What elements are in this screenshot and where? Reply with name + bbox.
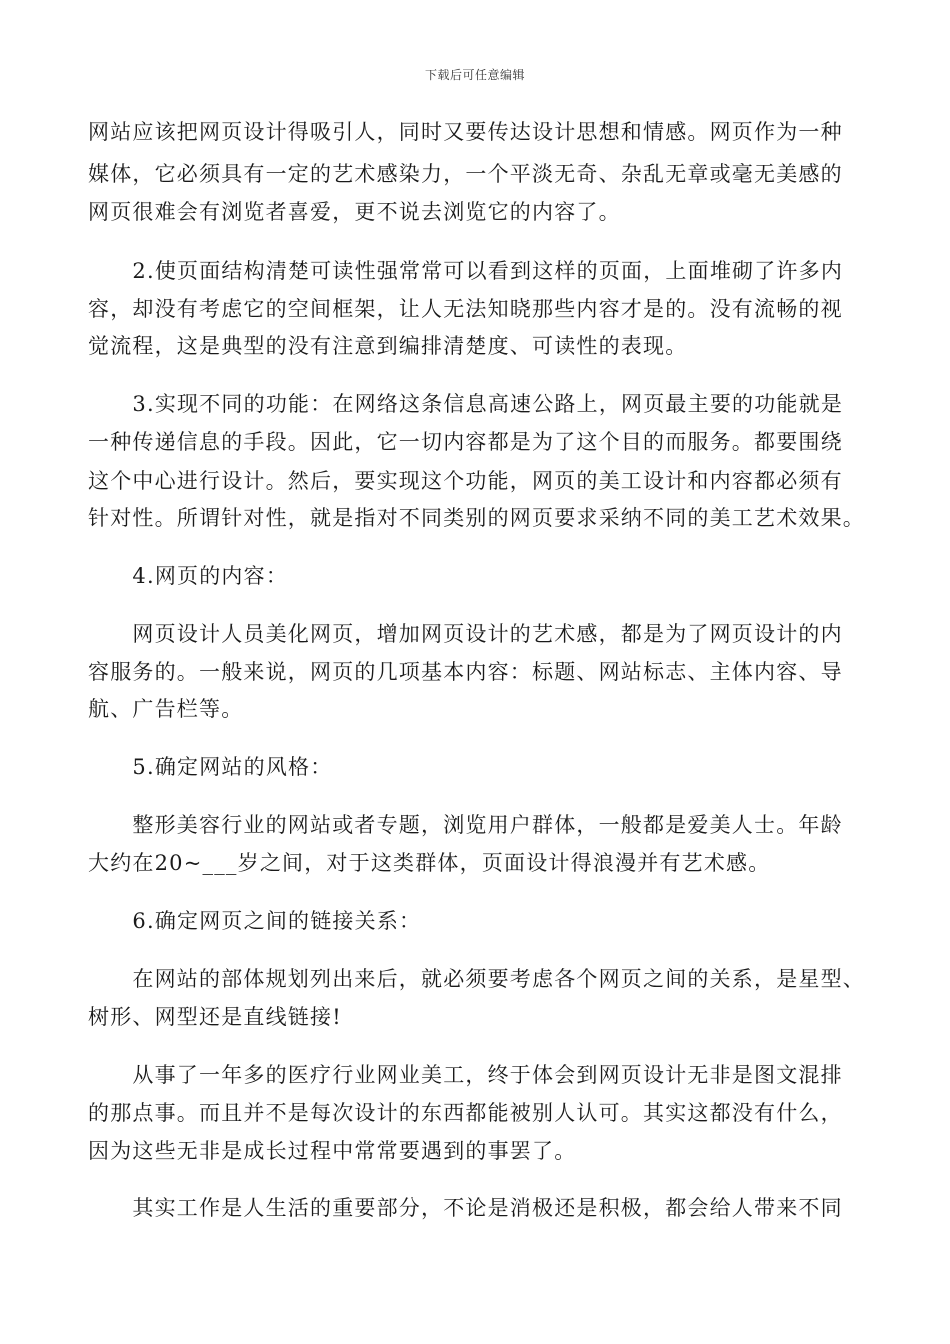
paragraph-line: 的那点事。而且并不是每次设计的东西都能被别人认可。其实这都没有什么， <box>88 1101 843 1125</box>
paragraph-line: 从事了一年多的医疗行业网业美工，终于体会到网页设计无非是图文混排 <box>88 1063 843 1087</box>
paragraph-line: 媒体，它必须具有一定的艺术感染力，一个平淡无奇、杂乱无章或毫无美感的 <box>88 162 843 186</box>
paragraph-line: 整形美容行业的网站或者专题，浏览用户群体，一般都是爱美人士。年龄 <box>88 813 843 837</box>
paragraph-line: 3.实现不同的功能：在网络这条信息高速公路上，网页最主要的功能就是 <box>88 392 844 416</box>
paragraph-line: 一种传递信息的手段。因此，它一切内容都是为了这个目的而服务。都要围绕 <box>88 430 843 454</box>
paragraph-line: 网页很难会有浏览者喜爱，更不说去浏览它的内容了。 <box>88 200 621 224</box>
paragraph-line: 针对性。所谓针对性，就是指对不同类别的网页要求采纳不同的美工艺术效果。 <box>88 506 865 530</box>
paragraph-line: 航、广告栏等。 <box>88 697 244 721</box>
paragraph-line: 这个中心进行设计。然后，要实现这个功能，网页的美工设计和内容都必须有 <box>88 469 843 493</box>
paragraph-line: 容，却没有考虑它的空间框架，让人无法知晓那些内容才是的。没有流畅的视 <box>88 297 843 321</box>
section-heading: 4.网页的内容： <box>88 564 289 588</box>
page-header: 下载后可任意编辑 <box>424 68 525 82</box>
paragraph-line: 容服务的。一般来说，网页的几项基本内容：标题、网站标志、主体内容、导 <box>88 660 843 684</box>
section-heading: 5.确定网站的风格： <box>88 755 333 779</box>
paragraph-line: 网页设计人员美化网页，增加网页设计的艺术感，都是为了网页设计的内 <box>88 622 843 646</box>
paragraph-line: 树形、网型还是直线链接! <box>88 1005 342 1029</box>
paragraph-line: 大约在20~___岁之间，对于这类群体，页面设计得浪漫并有艺术感。 <box>88 851 771 875</box>
paragraph-line: 因为这些无非是成长过程中常常要遇到的事罢了。 <box>88 1139 577 1163</box>
section-heading: 6.确定网页之间的链接关系： <box>88 909 422 933</box>
paragraph-line: 2.使页面结构清楚可读性强常常可以看到这样的页面，上面堆砌了许多内 <box>88 259 844 283</box>
paragraph-line: 觉流程，这是典型的没有注意到编排清楚度、可读性的表现。 <box>88 334 688 358</box>
paragraph-line: 在网站的部体规划列出来后，就必须要考虑各个网页之间的关系，是星型、 <box>88 967 865 991</box>
paragraph-line: 网站应该把网页设计得吸引人，同时又要传达设计思想和情感。网页作为一种 <box>88 120 843 144</box>
paragraph-line: 其实工作是人生活的重要部分，不论是消极还是积极，都会给人带来不同 <box>88 1196 843 1220</box>
